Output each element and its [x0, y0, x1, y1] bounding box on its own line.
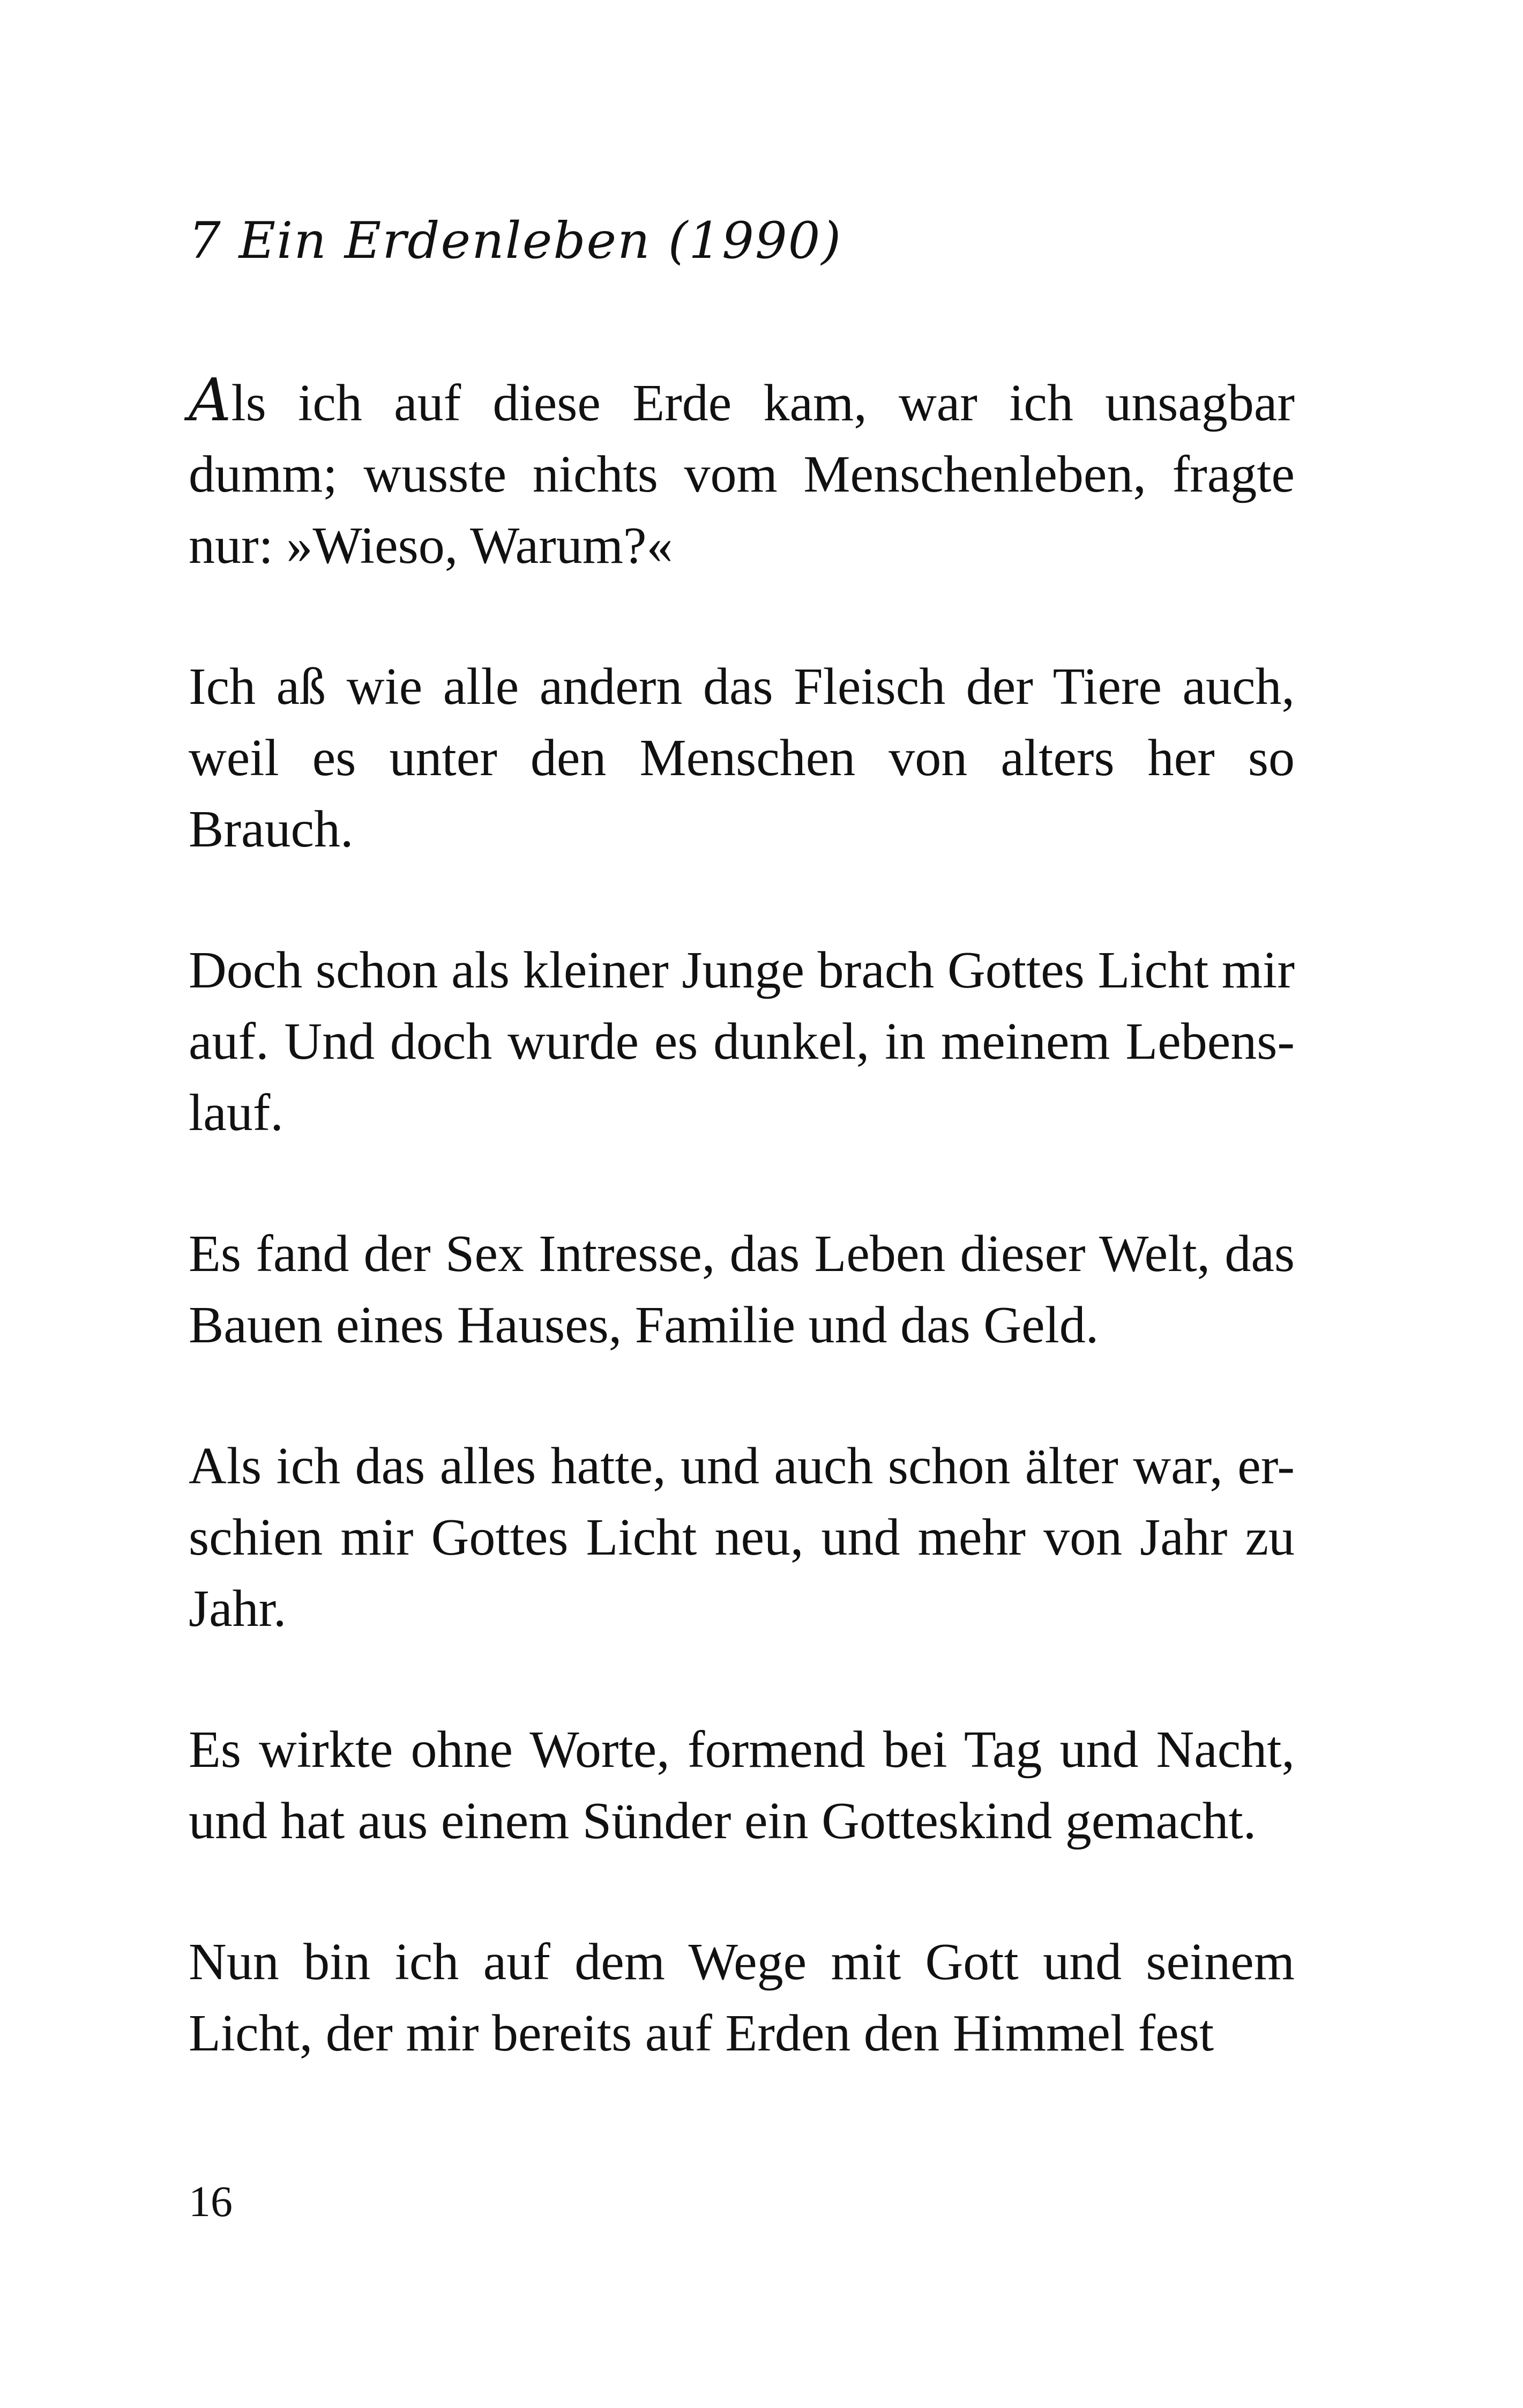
poem-line: auf. Und doch wurde es dunkel, in meinem Lebens- — [189, 1013, 1295, 1071]
poem-line: Es wirkte ohne Worte, formend bei Tag und Nacht, — [189, 1721, 1295, 1779]
poem-line: Brauch. — [189, 800, 354, 858]
stanza-6 — [189, 1714, 1295, 1857]
poem-line: Als ich das alles hatte, und auch schon älter war, er- — [189, 1437, 1295, 1495]
line-text: ls ich auf diese Erde kam, war ich unsagbar — [231, 374, 1295, 432]
stanza-2 — [189, 651, 1295, 865]
poem-line — [189, 365, 1295, 439]
poem-line: nur: »Wieso, Warum?« — [189, 517, 673, 575]
poem-body — [189, 365, 1295, 2139]
poem-line: Nun bin ich auf dem Wege mit Gott und seinem — [189, 1933, 1295, 1991]
poem-line: und hat aus einem Sünder ein Gotteskind gemacht. — [189, 1792, 1257, 1850]
stanza-4 — [189, 1218, 1295, 1361]
poem-line: Bauen eines Hauses, Familie und das Geld. — [189, 1296, 1099, 1354]
poem-line: Licht, der mir bereits auf Erden den Himmel fest — [189, 2004, 1214, 2062]
chapter-title: 7 Ein Erdenleben (1990) — [189, 212, 842, 270]
poem-line: Ich aß wie alle andern das Fleisch der Tiere auch, — [189, 658, 1295, 716]
poem-line: dumm; wusste nichts vom Menschenleben, fragte — [189, 445, 1295, 503]
decorative-initial: A — [189, 366, 232, 434]
poem-line: lauf. — [189, 1084, 283, 1142]
poem-line: schien mir Gottes Licht neu, und mehr von Jahr zu — [189, 1508, 1295, 1566]
poem-line: weil es unter den Menschen von alters her so — [189, 729, 1295, 787]
poem-line: Jahr. — [189, 1580, 287, 1638]
stanza-1 — [189, 365, 1295, 582]
page-number: 16 — [189, 2177, 233, 2226]
stanza-7 — [189, 1927, 1295, 2069]
stanza-5 — [189, 1431, 1295, 1645]
poem-line: Es fand der Sex Intresse, das Leben dieser Welt, das — [189, 1225, 1295, 1283]
poem-line: Doch schon als kleiner Junge brach Gottes Licht mir — [189, 941, 1295, 999]
stanza-3 — [189, 935, 1295, 1149]
